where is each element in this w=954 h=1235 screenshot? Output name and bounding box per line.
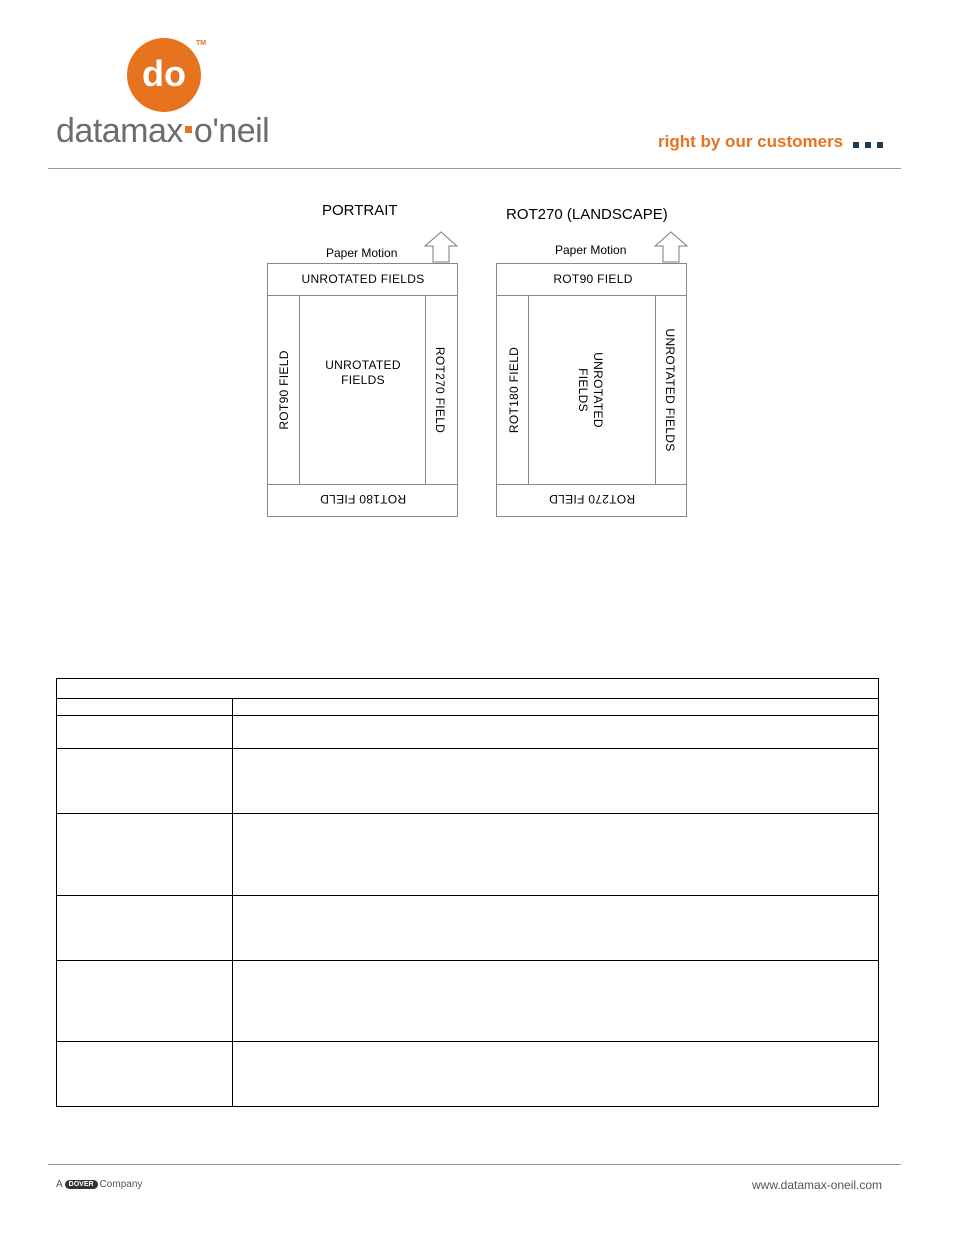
landscape-paper-motion-arrow-icon — [654, 231, 688, 263]
portrait-paper-motion-arrow-icon — [424, 231, 458, 263]
portrait-center-line2: FIELDS — [341, 373, 385, 387]
datamax-logo-icon — [127, 38, 201, 112]
portrait-bottom-divider — [267, 484, 458, 485]
landscape-bottom-divider — [496, 484, 687, 485]
landscape-center-line1: UNROTATED — [591, 352, 605, 428]
table-row — [57, 698, 878, 699]
dover-logo-icon: DOVER — [65, 1180, 98, 1189]
parent-company-note — [56, 1179, 142, 1190]
portrait-label-area — [267, 263, 458, 517]
portrait-right-divider — [425, 295, 426, 484]
landscape-right-divider — [655, 295, 656, 484]
landscape-paper-motion-label: Paper Motion — [555, 243, 627, 257]
table-row — [57, 960, 878, 961]
company-suffix: Company — [99, 1179, 143, 1190]
company-prefix: A — [56, 1179, 63, 1190]
portrait-left-divider — [299, 295, 300, 484]
portrait-left-field: ROT90 FIELD — [277, 350, 291, 430]
portrait-right-field: ROT270 FIELD — [433, 346, 447, 434]
landscape-title: ROT270 (LANDSCAPE) — [506, 206, 668, 223]
header-divider — [48, 168, 901, 169]
landscape-center-field — [575, 352, 605, 428]
table-column-divider — [232, 698, 233, 1106]
tagline-text: right by our customers — [658, 132, 844, 151]
portrait-center-field — [325, 358, 401, 388]
landscape-bottom-field: ROT270 FIELD — [548, 492, 636, 506]
table-row — [57, 1041, 878, 1042]
table-row — [57, 895, 878, 896]
wordmark-right: o'neil — [193, 112, 270, 150]
parameter-table — [56, 678, 879, 1107]
portrait-center-line1: UNROTATED — [325, 358, 401, 372]
portrait-top-field: UNROTATED FIELDS — [301, 272, 425, 286]
tagline — [658, 132, 883, 153]
landscape-top-field: ROT90 FIELD — [553, 272, 633, 286]
wordmark-dot — [185, 126, 192, 133]
table-row — [57, 748, 878, 749]
portrait-paper-motion-label: Paper Motion — [326, 246, 398, 260]
table-row — [57, 813, 878, 814]
footer-divider — [48, 1164, 901, 1165]
portrait-bottom-field: ROT180 FIELD — [319, 492, 407, 506]
logo-mark-text: do — [142, 53, 186, 94]
landscape-left-divider — [528, 295, 529, 484]
company-wordmark — [56, 112, 269, 151]
wordmark-left: datamax — [56, 112, 183, 150]
landscape-right-field: UNROTATED FIELDS — [663, 328, 677, 452]
tagline-dots-icon — [847, 133, 883, 153]
trademark-symbol: TM — [196, 40, 207, 47]
portrait-top-divider — [267, 295, 458, 296]
table-row — [57, 715, 878, 716]
landscape-top-divider — [496, 295, 687, 296]
landscape-left-field: ROT180 FIELD — [507, 346, 521, 434]
portrait-title: PORTRAIT — [322, 202, 398, 219]
website-link[interactable]: www.datamax-oneil.com — [752, 1178, 883, 1192]
landscape-center-line2: FIELDS — [576, 368, 590, 412]
